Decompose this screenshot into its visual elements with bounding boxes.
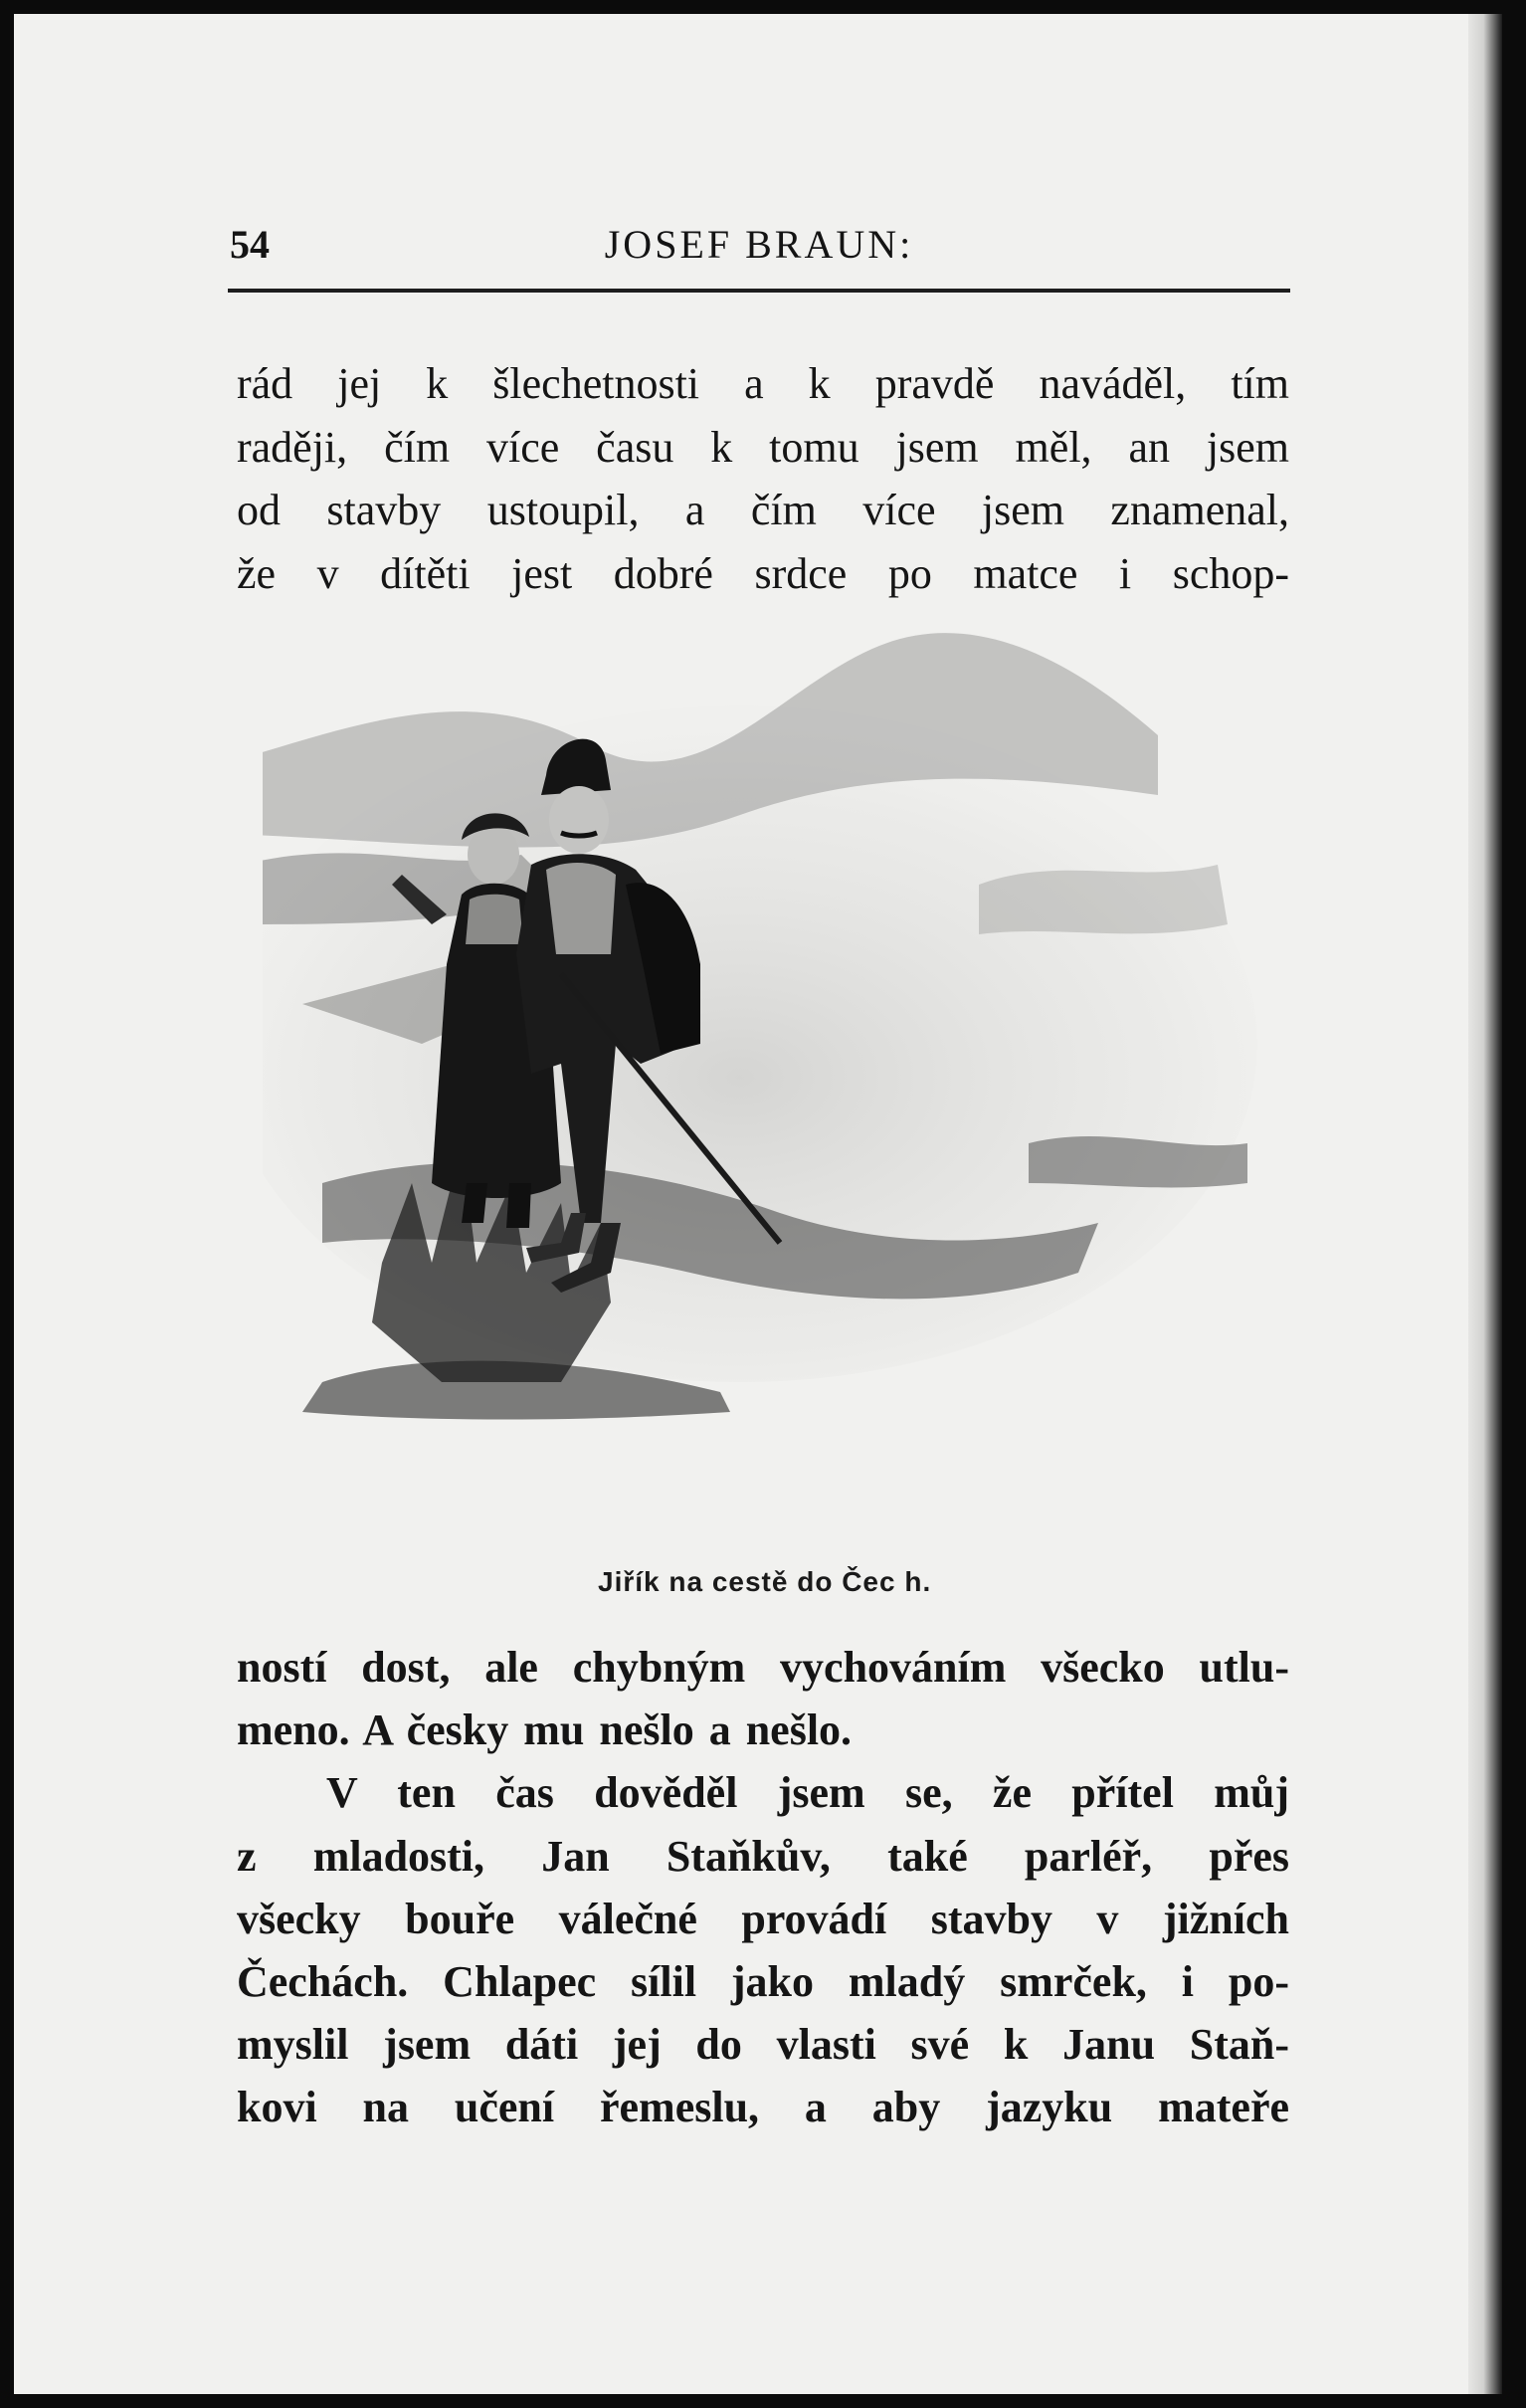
text-line: z mladosti, Jan Staňkův, také parléř, přes (237, 1831, 1289, 1881)
text-line: kovi na učení řemeslu, a aby jazyku mateře (237, 2083, 1289, 2132)
text-line: že v dítěti jest dobré srdce po matce i schop- (237, 548, 1289, 598)
text-line: Čechách. Chlapec sílil jako mladý smrček, i po- (237, 1957, 1289, 2007)
body-text-top (237, 352, 1289, 605)
illustration-caption: Jiřík na cestě do Čec h. (598, 1566, 932, 1597)
running-head (230, 221, 1288, 281)
text-line: meno. A česky mu nešlo a nešlo. (237, 1706, 853, 1755)
text-line: V ten čas dověděl jsem se, že přítel můj (326, 1768, 1289, 1818)
text-line: ností dost, ale chybným vychováním všecko utlu- (237, 1643, 1289, 1692)
page-edge (1468, 14, 1502, 2394)
header-rule (228, 289, 1290, 293)
text-line: od stavby ustoupil, a čím více jsem znamenal, (237, 486, 1289, 534)
body-text-bottom (237, 1636, 1289, 2139)
page-number: 54 (230, 222, 270, 267)
text-line: raději, čím více času k tomu jsem měl, an jsem (237, 422, 1289, 472)
running-title: JOSEF BRAUN: (604, 222, 914, 267)
book-page (14, 14, 1468, 2394)
text-line: rád jej k šlechetnosti a k pravdě naváděl, tím (237, 359, 1289, 408)
illustration (263, 626, 1257, 1541)
text-line: myslil jsem dáti jej do vlasti své k Janu Staň- (237, 2020, 1289, 2070)
text-line: všecky bouře válečné provádí stavby v jižních (237, 1894, 1289, 1943)
